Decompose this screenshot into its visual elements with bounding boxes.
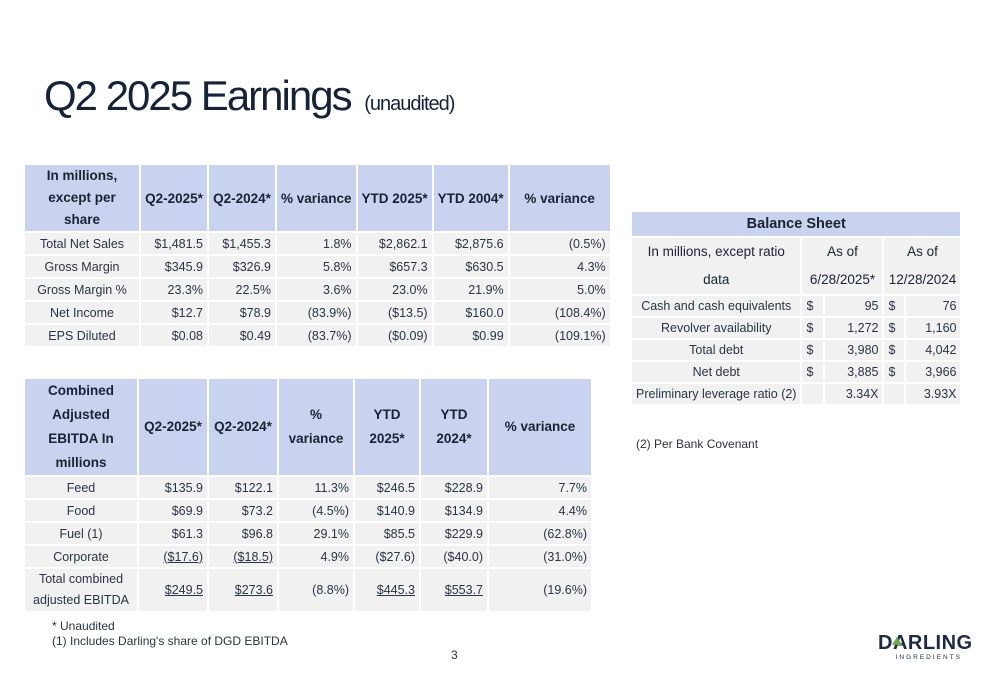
cell: $1,481.5	[141, 233, 207, 254]
leaf-icon	[892, 637, 902, 645]
darling-logo	[878, 632, 973, 661]
cell: $657.3	[358, 256, 432, 277]
cell: 1.8%	[277, 233, 356, 254]
earnings-header-ytd-2004: YTD 2004*	[434, 165, 508, 231]
cell: 3,980	[825, 340, 882, 360]
cell	[355, 569, 419, 611]
cell: $78.9	[209, 302, 275, 323]
cell: (83.7%)	[277, 325, 356, 346]
table-row	[632, 318, 960, 338]
row-label: Net debt	[632, 362, 800, 382]
earnings-header-ytd-variance: % variance	[510, 165, 610, 231]
ebitda-header-ytd-2024: YTD 2024*	[421, 379, 487, 475]
row-label: Net Income	[25, 302, 139, 323]
earnings-header-label: In millions, except per share	[25, 165, 139, 231]
cell: $326.9	[209, 256, 275, 277]
cell: 4.9%	[279, 546, 353, 567]
cell: $345.9	[141, 256, 207, 277]
currency-symbol: $	[884, 362, 904, 382]
ebitda-header-label: Combined Adjusted EBITDA In millions	[25, 379, 137, 475]
cell: 1,272	[825, 318, 882, 338]
ebitda-header-ytd-variance: % variance	[489, 379, 591, 475]
cell	[421, 569, 487, 611]
row-label: Fuel (1)	[25, 523, 137, 544]
cell: 11.3%	[279, 477, 353, 498]
page-title	[44, 72, 454, 120]
cell: 5.0%	[510, 279, 610, 300]
title-text: Q2 2025 Earnings	[44, 72, 351, 119]
cell: $122.1	[209, 477, 277, 498]
cell	[209, 569, 277, 611]
cell: $229.9	[421, 523, 487, 544]
earnings-table	[23, 163, 612, 348]
balance-sheet-title: Balance Sheet	[632, 212, 960, 236]
table-row	[25, 546, 591, 567]
row-label: Feed	[25, 477, 137, 498]
balance-header-2024: As of 12/28/2024	[884, 238, 960, 294]
row-label: Gross Margin	[25, 256, 139, 277]
cell: 4,042	[906, 340, 960, 360]
table-row	[632, 384, 960, 404]
cell: ($40.0)	[421, 546, 487, 567]
table-row-total	[25, 569, 591, 611]
cell: 23.3%	[141, 279, 207, 300]
cell	[209, 546, 277, 567]
cell: 29.1%	[279, 523, 353, 544]
currency-symbol: $	[802, 318, 823, 338]
cell: $160.0	[434, 302, 508, 323]
cell: 76	[906, 296, 960, 316]
ebitda-table	[23, 377, 593, 613]
cell: (83.9%)	[277, 302, 356, 323]
cell-value: ($17.6)	[163, 549, 203, 564]
currency-symbol: $	[884, 318, 904, 338]
cell: (19.6%)	[489, 569, 591, 611]
balance-header-2025: As of 6/28/2025*	[802, 238, 882, 294]
row-label: Corporate	[25, 546, 137, 567]
cell: 22.5%	[209, 279, 275, 300]
cell: $228.9	[421, 477, 487, 498]
ebitda-header-ytd-2025: YTD 2025*	[355, 379, 419, 475]
earnings-header-ytd-2025: YTD 2025*	[358, 165, 432, 231]
currency-symbol	[884, 384, 904, 404]
table-row	[632, 362, 960, 382]
cell: 23.0%	[358, 279, 432, 300]
cell: (8.8%)	[279, 569, 353, 611]
table-row	[632, 340, 960, 360]
cell: (108.4%)	[510, 302, 610, 323]
currency-symbol: $	[884, 340, 904, 360]
cell: $2,862.1	[358, 233, 432, 254]
table-row	[25, 325, 610, 346]
row-label: Gross Margin %	[25, 279, 139, 300]
row-label: Total combined adjusted EBITDA	[25, 569, 137, 611]
table-row	[25, 500, 591, 521]
row-label: Total Net Sales	[25, 233, 139, 254]
cell: (109.1%)	[510, 325, 610, 346]
cell: ($27.6)	[355, 546, 419, 567]
footnote-unaudited: * Unaudited	[52, 619, 115, 633]
cell-value: $249.5	[164, 583, 203, 597]
cell: 5.8%	[277, 256, 356, 277]
cell: 7.7%	[489, 477, 591, 498]
cell: $140.9	[355, 500, 419, 521]
table-row	[632, 296, 960, 316]
cell: $0.49	[209, 325, 275, 346]
cell: 3,885	[825, 362, 882, 382]
table-row	[25, 477, 591, 498]
cell: 3,966	[906, 362, 960, 382]
balance-header-label: In millions, except ratio data	[632, 238, 800, 294]
cell-value: $445.3	[376, 583, 415, 597]
currency-symbol	[802, 384, 823, 404]
title-subtitle: (unaudited)	[364, 93, 455, 115]
earnings-header-q2-2025: Q2-2025*	[141, 165, 207, 231]
cell: 4.3%	[510, 256, 610, 277]
earnings-header-variance: % variance	[277, 165, 356, 231]
row-label: Cash and cash equivalents	[632, 296, 800, 316]
cell: (0.5%)	[510, 233, 610, 254]
cell: $2,875.6	[434, 233, 508, 254]
table-row	[25, 256, 610, 277]
cell: ($13.5)	[358, 302, 432, 323]
cell	[139, 546, 207, 567]
table-row	[25, 523, 591, 544]
cell: 3.34X	[825, 384, 882, 404]
row-label: EPS Diluted	[25, 325, 139, 346]
balance-sheet-table	[630, 210, 962, 406]
cell: 95	[825, 296, 882, 316]
ebitda-header-variance: % variance	[279, 379, 353, 475]
cell: $1,455.3	[209, 233, 275, 254]
row-label: Preliminary leverage ratio (2)	[632, 384, 800, 404]
cell: $246.5	[355, 477, 419, 498]
ebitda-header-q2-2024: Q2-2024*	[209, 379, 277, 475]
row-label: Food	[25, 500, 137, 521]
currency-symbol: $	[802, 340, 823, 360]
cell: (31.0%)	[489, 546, 591, 567]
cell: 3.93X	[906, 384, 960, 404]
cell: 3.6%	[277, 279, 356, 300]
row-label: Total debt	[632, 340, 800, 360]
cell: $630.5	[434, 256, 508, 277]
cell: 1,160	[906, 318, 960, 338]
cell: $12.7	[141, 302, 207, 323]
ebitda-header-q2-2025: Q2-2025*	[139, 379, 207, 475]
cell: (62.8%)	[489, 523, 591, 544]
cell: $85.5	[355, 523, 419, 544]
table-row	[25, 279, 610, 300]
currency-symbol: $	[802, 296, 823, 316]
table-row	[25, 233, 610, 254]
cell-value: $273.6	[234, 583, 273, 597]
cell: 21.9%	[434, 279, 508, 300]
cell: $0.08	[141, 325, 207, 346]
logo-wordmark: DARLING	[878, 632, 973, 654]
footnote-dgd: (1) Includes Darling's share of DGD EBITDA	[52, 634, 288, 648]
bank-covenant-note: (2) Per Bank Covenant	[636, 437, 759, 451]
cell-value: $553.7	[444, 583, 483, 597]
cell: $135.9	[139, 477, 207, 498]
cell: $134.9	[421, 500, 487, 521]
cell: $73.2	[209, 500, 277, 521]
currency-symbol: $	[884, 296, 904, 316]
cell: $69.9	[139, 500, 207, 521]
cell: ($0.09)	[358, 325, 432, 346]
page-number: 3	[451, 648, 458, 662]
cell: $96.8	[209, 523, 277, 544]
row-label: Revolver availability	[632, 318, 800, 338]
logo-tagline: INGREDIENTS	[895, 654, 962, 661]
cell: $61.3	[139, 523, 207, 544]
earnings-header-q2-2024: Q2-2024*	[209, 165, 275, 231]
table-row	[25, 302, 610, 323]
cell: $0.99	[434, 325, 508, 346]
cell	[139, 569, 207, 611]
cell: (4.5%)	[279, 500, 353, 521]
currency-symbol: $	[802, 362, 823, 382]
cell-value: ($18.5)	[233, 549, 273, 564]
cell: 4.4%	[489, 500, 591, 521]
